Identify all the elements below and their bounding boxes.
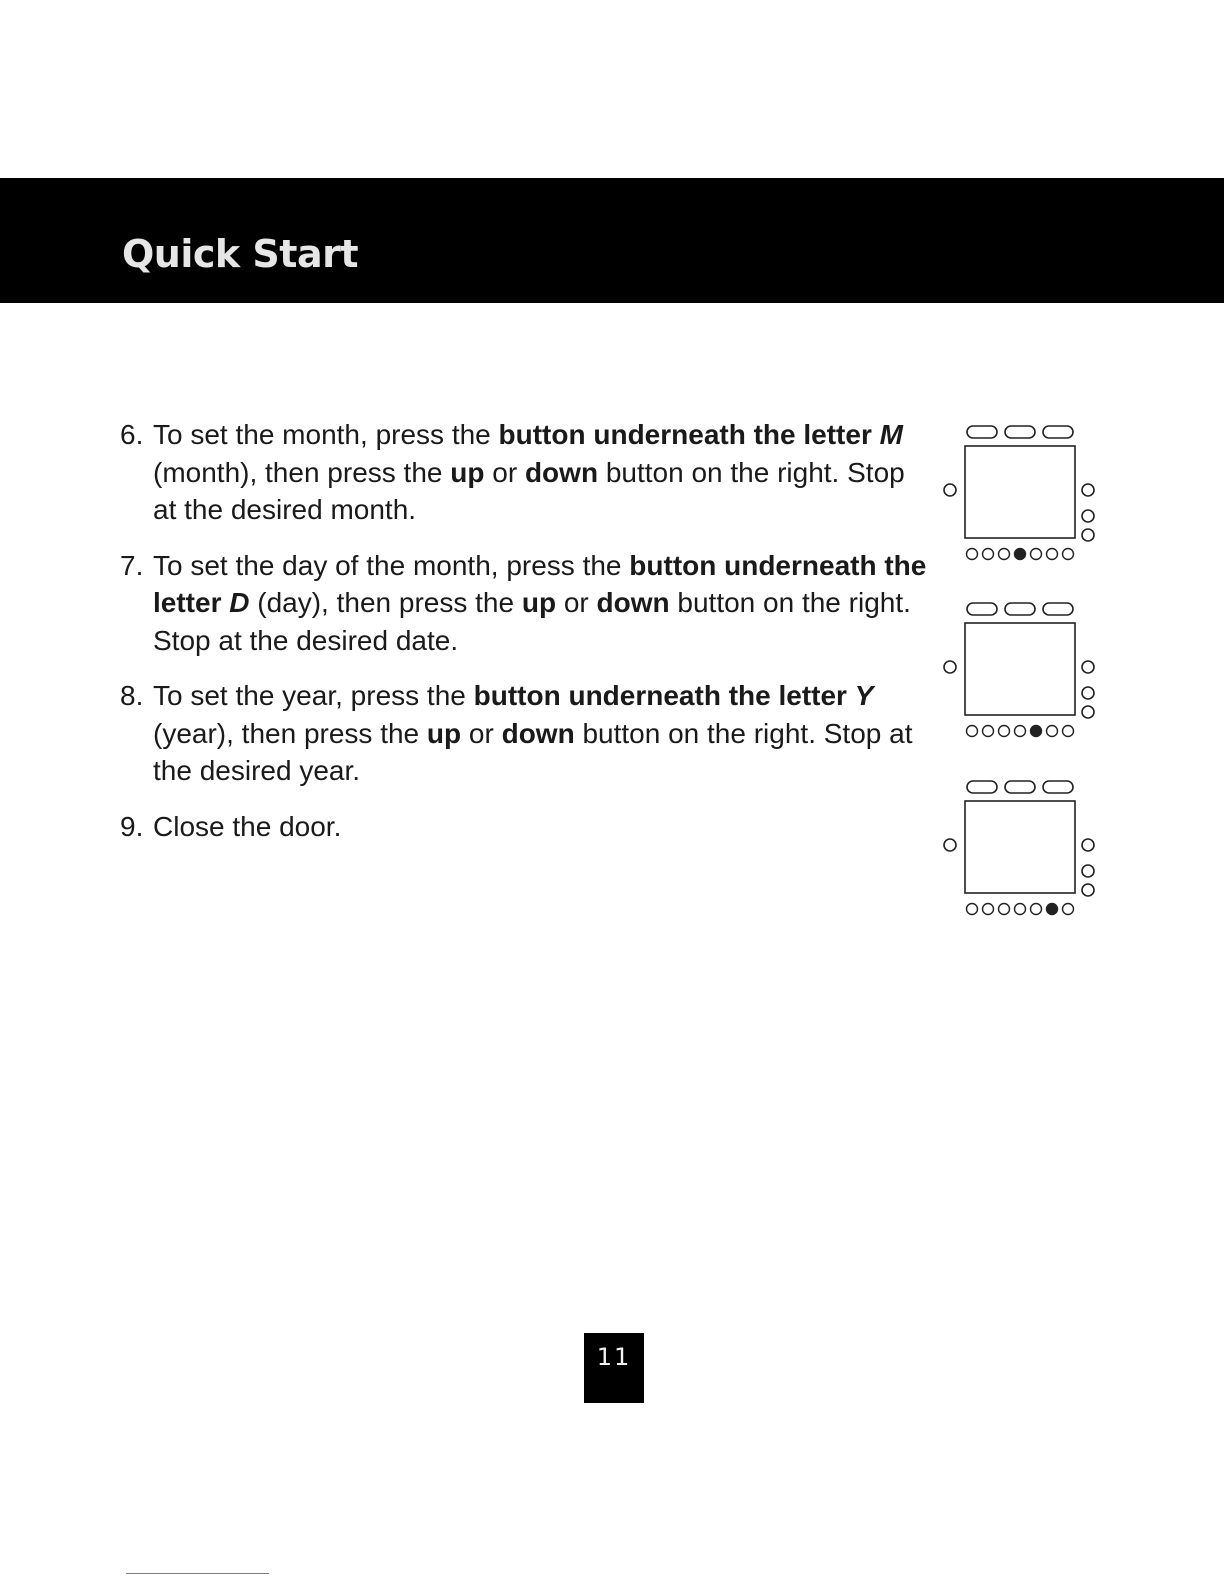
bottom-button	[1031, 904, 1042, 915]
bottom-button	[1063, 549, 1074, 560]
up-button	[1082, 865, 1094, 877]
bottom-button-highlighted	[1015, 549, 1026, 560]
device-diagram-day	[935, 601, 1105, 751]
bottom-button	[999, 549, 1010, 560]
display-screen	[965, 801, 1075, 893]
top-button	[967, 603, 997, 615]
letter-y: Y	[854, 680, 874, 711]
up-button	[1082, 687, 1094, 699]
left-button	[944, 484, 956, 496]
step-number: 7.	[120, 549, 144, 581]
bottom-button-highlighted	[1031, 726, 1042, 737]
bottom-button	[1047, 726, 1058, 737]
top-button	[1043, 781, 1073, 793]
step-number: 6.	[120, 419, 144, 450]
step-number: 9.	[120, 810, 144, 842]
display-screen	[965, 623, 1075, 715]
top-button	[1043, 603, 1073, 615]
bottom-button	[967, 904, 978, 915]
top-button	[967, 426, 997, 438]
top-button	[1005, 603, 1035, 615]
display-screen	[965, 446, 1075, 538]
bottom-button	[983, 726, 994, 737]
up-button	[1082, 510, 1094, 522]
down-button	[1082, 884, 1094, 896]
bottom-button	[999, 904, 1010, 915]
device-diagram-year	[935, 779, 1105, 929]
device-diagram-month	[935, 424, 1105, 574]
bottom-button	[983, 549, 994, 560]
bottom-button	[983, 904, 994, 915]
step-8: 8. To set the year, press the button underneath the letter Y (year), then press the up or down button on the right. Stop at the desired year.	[120, 677, 930, 790]
left-button	[944, 839, 956, 851]
bottom-button	[999, 726, 1010, 737]
bottom-button-highlighted	[1047, 904, 1058, 915]
step-9: 9. Close the door.	[120, 808, 930, 846]
bottom-rule	[126, 1573, 269, 1574]
down-button	[1082, 706, 1094, 718]
top-button	[1005, 426, 1035, 438]
step-7: 7. To set the day of the month, press the button underneath the letter D (day), then press the up or down button on the right. Stop at the desired date.	[120, 547, 930, 660]
top-button	[1043, 426, 1073, 438]
bottom-button	[1063, 904, 1074, 915]
steps-list	[120, 416, 930, 863]
letter-m: M	[879, 419, 903, 450]
page-title: Quick Start	[122, 232, 358, 276]
letter-d: D	[229, 587, 250, 618]
step-number: 8.	[120, 680, 144, 711]
top-button	[967, 781, 997, 793]
bottom-button	[1031, 549, 1042, 560]
page-number: 11	[584, 1333, 644, 1403]
bottom-button	[1015, 726, 1026, 737]
left-button	[944, 661, 956, 673]
down-button	[1082, 529, 1094, 541]
right-button	[1082, 661, 1094, 673]
bottom-button	[1047, 549, 1058, 560]
bottom-button	[967, 726, 978, 737]
top-button	[1005, 781, 1035, 793]
step-6: 6. To set the month, press the button underneath the letter M (month), then press the up or down button on the right. Stop at the desired month.	[120, 416, 930, 529]
bottom-button	[1063, 726, 1074, 737]
bottom-button	[967, 549, 978, 560]
bottom-button	[1015, 904, 1026, 915]
right-button	[1082, 484, 1094, 496]
right-button	[1082, 839, 1094, 851]
